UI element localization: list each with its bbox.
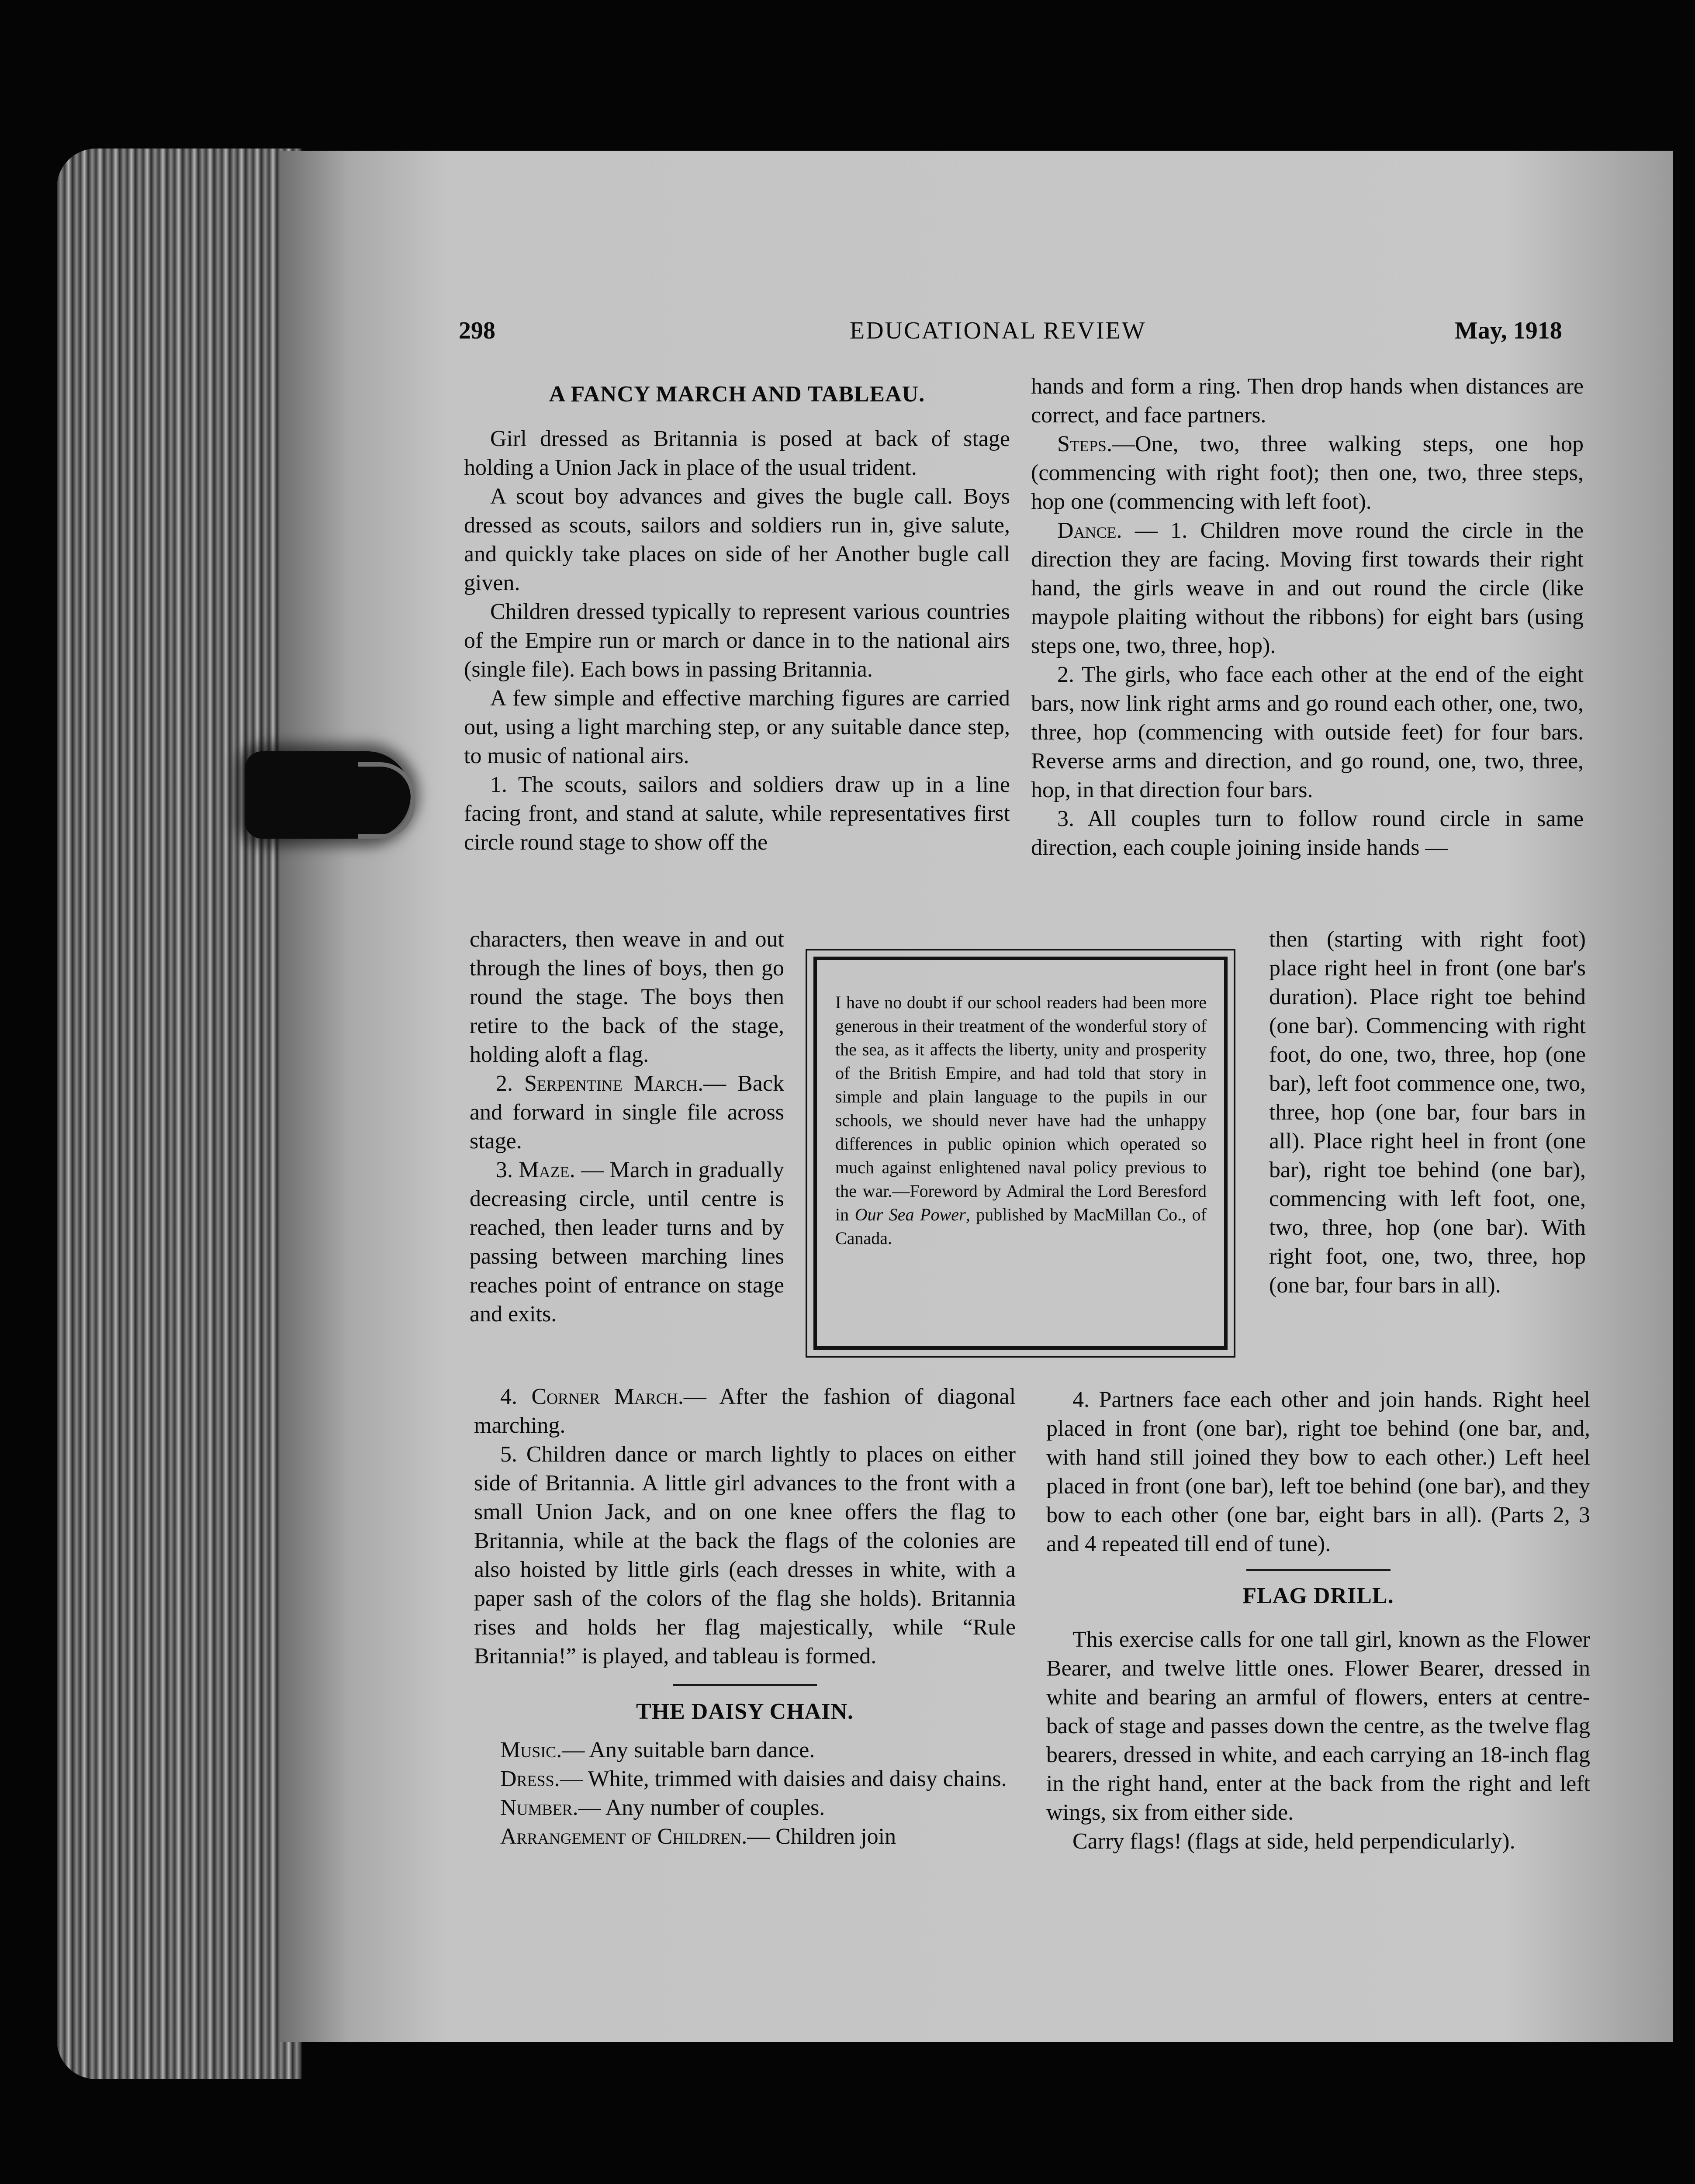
paragraph: then (starting with right foot) place right heel in front (one bar's duration). Place right toe behind (one bar). Commencing with right foot, do one, two, three, hop (one bar), left foot commence one, two, three, hop (one bar, four bars in all). Place right heel in front (one bar), right toe behind (one bar), commencing with left foot, one, two, three, hop (one bar). With right foot, one, two, three, hop (one bar, four bars in all). [1269,927,1586,1298]
paragraph: Carry flags! (flags at side, held perpendicularly). [1072,1829,1515,1854]
paragraph: 4. Partners face each other and join hands. Right heel placed in front (one bar), right toe behind (one bar, and, with hand still joined they bow to each other.) Left heel placed in front (one bar), left toe behind (one bar), and they bow to each other (one bar, eight bars in all). (Parts 2, 3 and 4 repeated till end of tune). [1046,1387,1590,1556]
paragraph-serpentine-march [470,1069,784,1156]
item-text: — After the fashion of diagonal marching. [474,1384,1016,1438]
item-text: — 1. Children move round the circle in the direction they are facing. Moving first towards their right hand, the girls weave in and out round the circle (like maypole plaiting without the ribbons) for eight bars (using steps one, two, three, hop). [1031,518,1584,658]
paragraph: A few simple and effective marching figures are carried out, using a light marching step, or any suitable dance step, to music of national airs. [464,686,1010,768]
left-column-top [464,380,1010,857]
issue-date: May, 1918 [1455,317,1562,344]
paragraph-dance [1031,516,1584,660]
paragraph-music [474,1736,1016,1765]
paragraph: 1. The scouts, sailors and soldiers draw up in a line facing front, and stand at salute, while representatives first circle round stage to show off the [464,772,1010,855]
right-column-narrow [1269,925,1586,1300]
item-number: 3. [496,1158,513,1182]
item-heading: Arrangement of Children. [500,1824,747,1849]
quote-box [813,957,1228,1350]
paragraph-steps [1031,430,1584,516]
left-column-narrow [470,925,784,1329]
item-heading: Music. [500,1738,562,1762]
paragraph: characters, then weave in and out through the lines of boys, then go round the stage. The boys then retire to the back of the stage, holding aloft a flag. [470,927,784,1067]
paragraph: A scout boy advances and gives the bugle call. Boys dressed as scouts, sailors and soldiers run in, give salute, and quickly take places on side of her Another bugle call given. [464,484,1010,595]
quote-text: I have no doubt if our school readers had been more generous in their treatment of the wonderful story of the sea, as it affects the liberty, unity and prosperity of the British Empire, and had told that story in simple and plain language to the pupils in our schools, we should never have had the unhappy differences in public opinion which operated so much against enlightened naval policy previous to the war.—Foreword by Admiral the Lord Beresford in [835,992,1207,1224]
right-column-bottom [1046,1386,1590,1856]
section-divider [673,1684,817,1686]
item-number: 2. [496,1071,513,1096]
article-title-flag-drill: FLAG DRILL. [1242,1583,1394,1608]
item-text: — Children join [747,1824,896,1849]
quote-publisher: , published by MacMillan Co., of Canada. [835,1205,1207,1248]
item-heading: Maze. [519,1158,575,1182]
item-heading: Corner March. [531,1384,684,1409]
paragraph: This exercise calls for one tall girl, known as the Flower Bearer, and twelve little ones. Flower Bearer, dressed in white and bearing an armful of flowers, enters at centre-back of stage and passes down the centre, as the twelve flag bearers, dressed in white, and each carrying an 18-inch flag in the right hand, enter at the back from the right and left wings, six from either side. [1046,1627,1590,1825]
item-text: — Back and forward in single file across stage. [470,1071,784,1154]
paragraph: hands and form a ring. Then drop hands when distances are correct, and face partners. [1031,374,1584,428]
item-text: — Any number of couples. [578,1795,825,1820]
item-text: —One, two, three walking steps, one hop (commencing with right foot); then one, two, three steps, hop one (commencing with left foot). [1031,432,1584,514]
paragraph-number [474,1794,1016,1822]
left-column-bottom [474,1382,1016,1851]
quote-book-title: Our Sea Power [854,1205,966,1224]
item-text: — March in gradually decreasing circle, until centre is reached, then leader turns and by passing between marching lines reaches point of entrance on stage and exits. [470,1158,785,1327]
paragraph: Girl dressed as Britannia is posed at back of stage holding a Union Jack in place of the usual trident. [464,426,1010,480]
item-heading: Dress. [500,1766,560,1791]
page-number: 298 [459,317,495,344]
paragraph-maze [470,1156,784,1329]
paragraph-dress [474,1765,1016,1794]
paragraph-arrangement [474,1822,1016,1851]
paragraph: 3. All couples turn to follow round circle in same direction, each couple joining inside hands — [1031,806,1584,860]
journal-title: EDUCATIONAL REVIEW [850,317,1146,344]
item-heading: Dance. [1057,518,1122,543]
paragraph: 2. The girls, who face each other at the end of the eight bars, now link right arms and go round each other, one, two, three, hop (commencing with outside feet) for four bars. Reverse arms and direction, and go round, one, two, three, hop, in that direction four bars. [1031,662,1584,802]
item-heading: Serpentine March. [524,1071,704,1096]
article-title-daisy-chain: THE DAISY CHAIN. [636,1699,854,1724]
paragraph-corner-march [474,1382,1016,1440]
paragraph: Children dressed typically to represent various countries of the Empire run or march or dance in to the national airs (single file). Each bows in passing Britannia. [464,599,1010,682]
item-text: — Any suitable barn dance. [562,1738,815,1762]
book-page-edges [57,149,301,2079]
item-number: 4. [500,1384,517,1409]
item-heading: Number. [500,1795,578,1820]
item-text: — White, trimmed with daisies and daisy chains. [560,1766,1007,1791]
paragraph: 5. Children dance or march lightly to places on either side of Britannia. A little girl advances to the front with a small Union Jack, and on one knee offers the flag to Britannia, while at the back the flags of the colonies are also hoisted by little girls (each dresses in white, with a paper sash of the colors of the flag she holds). Britannia rises and holds her flag majestically, while “Rule Britannia!” is played, and tableau is formed. [474,1442,1016,1669]
section-divider [1246,1569,1391,1571]
article-title-fancy-march: A FANCY MARCH AND TABLEAU. [549,382,925,407]
right-column-top [1031,372,1584,862]
item-heading: Steps. [1057,432,1112,456]
